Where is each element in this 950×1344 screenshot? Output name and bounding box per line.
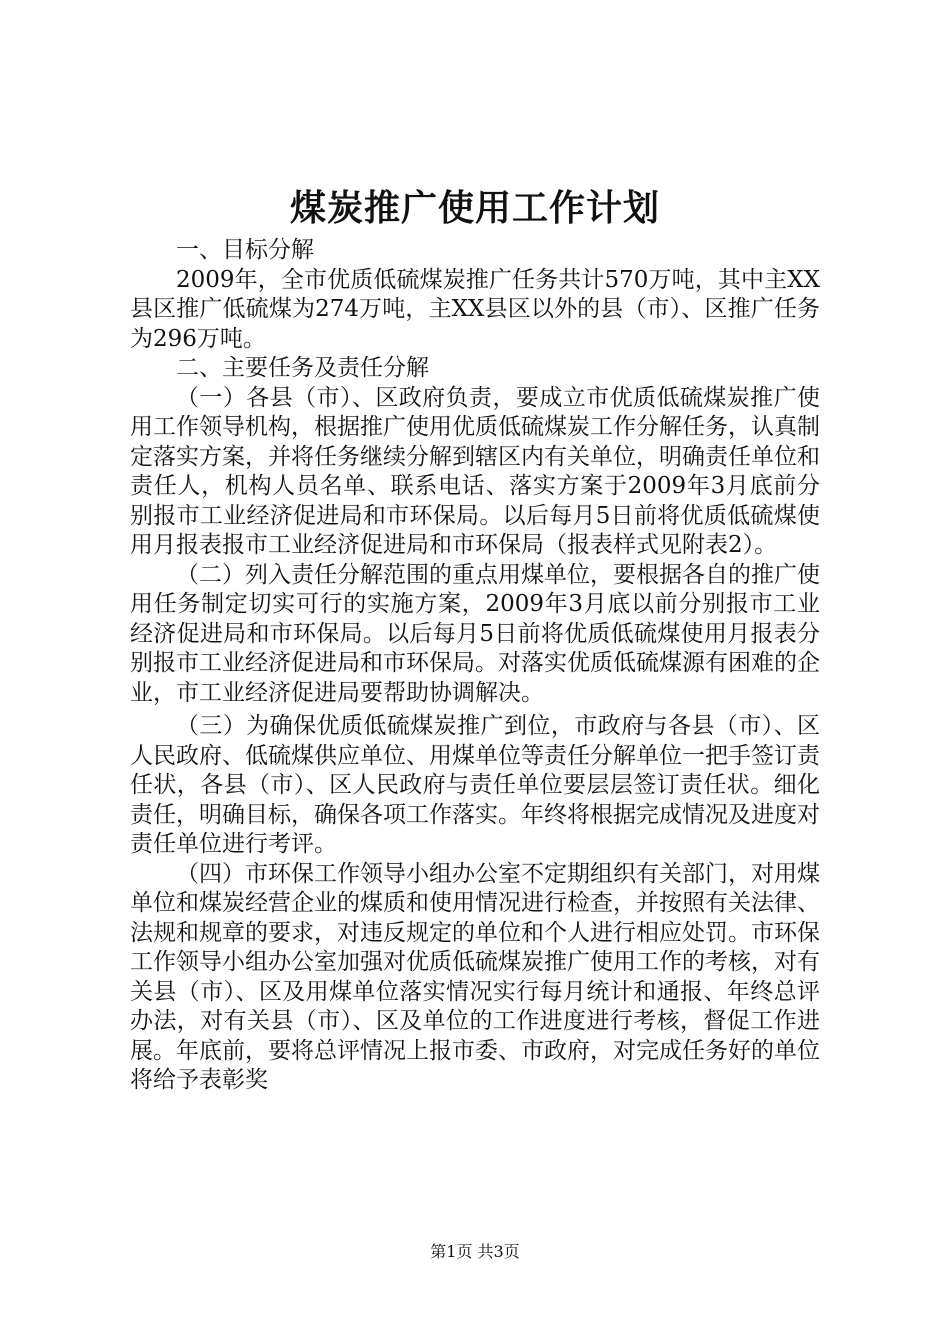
paragraph-task-2: （二）列入责任分解范围的重点用煤单位，要根据各自的推广使用任务制定切实可行的实施方案，2009年3月底以前分别报市工业经济促进局和市环保局。以后每月5日前将优质低硫煤使用月报表分别报市工业经济促进局和市环保局。对落实优质低硫煤源有困难的企业，市工业经济促进局要帮助协调解决。 bbox=[130, 561, 820, 706]
page-number-footer: 第1页 共3页 bbox=[430, 1242, 520, 1261]
paragraph-task-1: （一）各县（市）、区政府负责，要成立市优质低硫煤炭推广使用工作领导机构，根据推广使用优质低硫煤炭工作分解任务，认真制定落实方案，并将任务继续分解到辖区内有关单位，明确责任单位和责任人，机构人员名单、联系电话、落实方案于2009年3月底前分别报市工业经济促进局和市环保局。以后每月5日前将优质低硫煤使用月报表报市工业经济促进局和市环保局（报表样式见附表2）。 bbox=[130, 384, 820, 558]
paragraph-target-breakdown: 2009年，全市优质低硫煤炭推广任务共计570万吨，其中主XX县区推广低硫煤为274万吨，主XX县区以外的县（市）、区推广任务为296万吨。 bbox=[130, 266, 820, 352]
document-title: 煤炭推广使用工作计划 bbox=[289, 187, 660, 229]
paragraph-task-4: （四）市环保工作领导小组办公室不定期组织有关部门，对用煤单位和煤炭经营企业的煤质和使用情况进行检查，并按照有关法律、法规和规章的要求，对违反规定的单位和个人进行相应处罚。市环保工作领导小组办公室加强对优质低硫煤炭推广使用工作的考核，对有关县（市）、区及用煤单位落实情况实行每月统计和通报、年终总评办法，对有关县（市）、区及单位的工作进度进行考核，督促工作进展。年底前，要将总评情况上报市委、市政府，对完成任务好的单位将给予表彰奖 bbox=[130, 860, 820, 1093]
document-body bbox=[130, 236, 820, 1096]
section-heading-2: 二、主要任务及责任分解 bbox=[176, 355, 429, 381]
paragraph-task-3: （三）为确保优质低硫煤炭推广到位，市政府与各县（市）、区人民政府、低硫煤供应单位、用煤单位等责任分解单位一把手签订责任状，各县（市）、区人民政府与责任单位要层层签订责任状。细化责任，明确目标，确保各项工作落实。年终将根据完成情况及进度对责任单位进行考评。 bbox=[130, 713, 820, 857]
section-heading-1: 一、目标分解 bbox=[176, 237, 314, 263]
